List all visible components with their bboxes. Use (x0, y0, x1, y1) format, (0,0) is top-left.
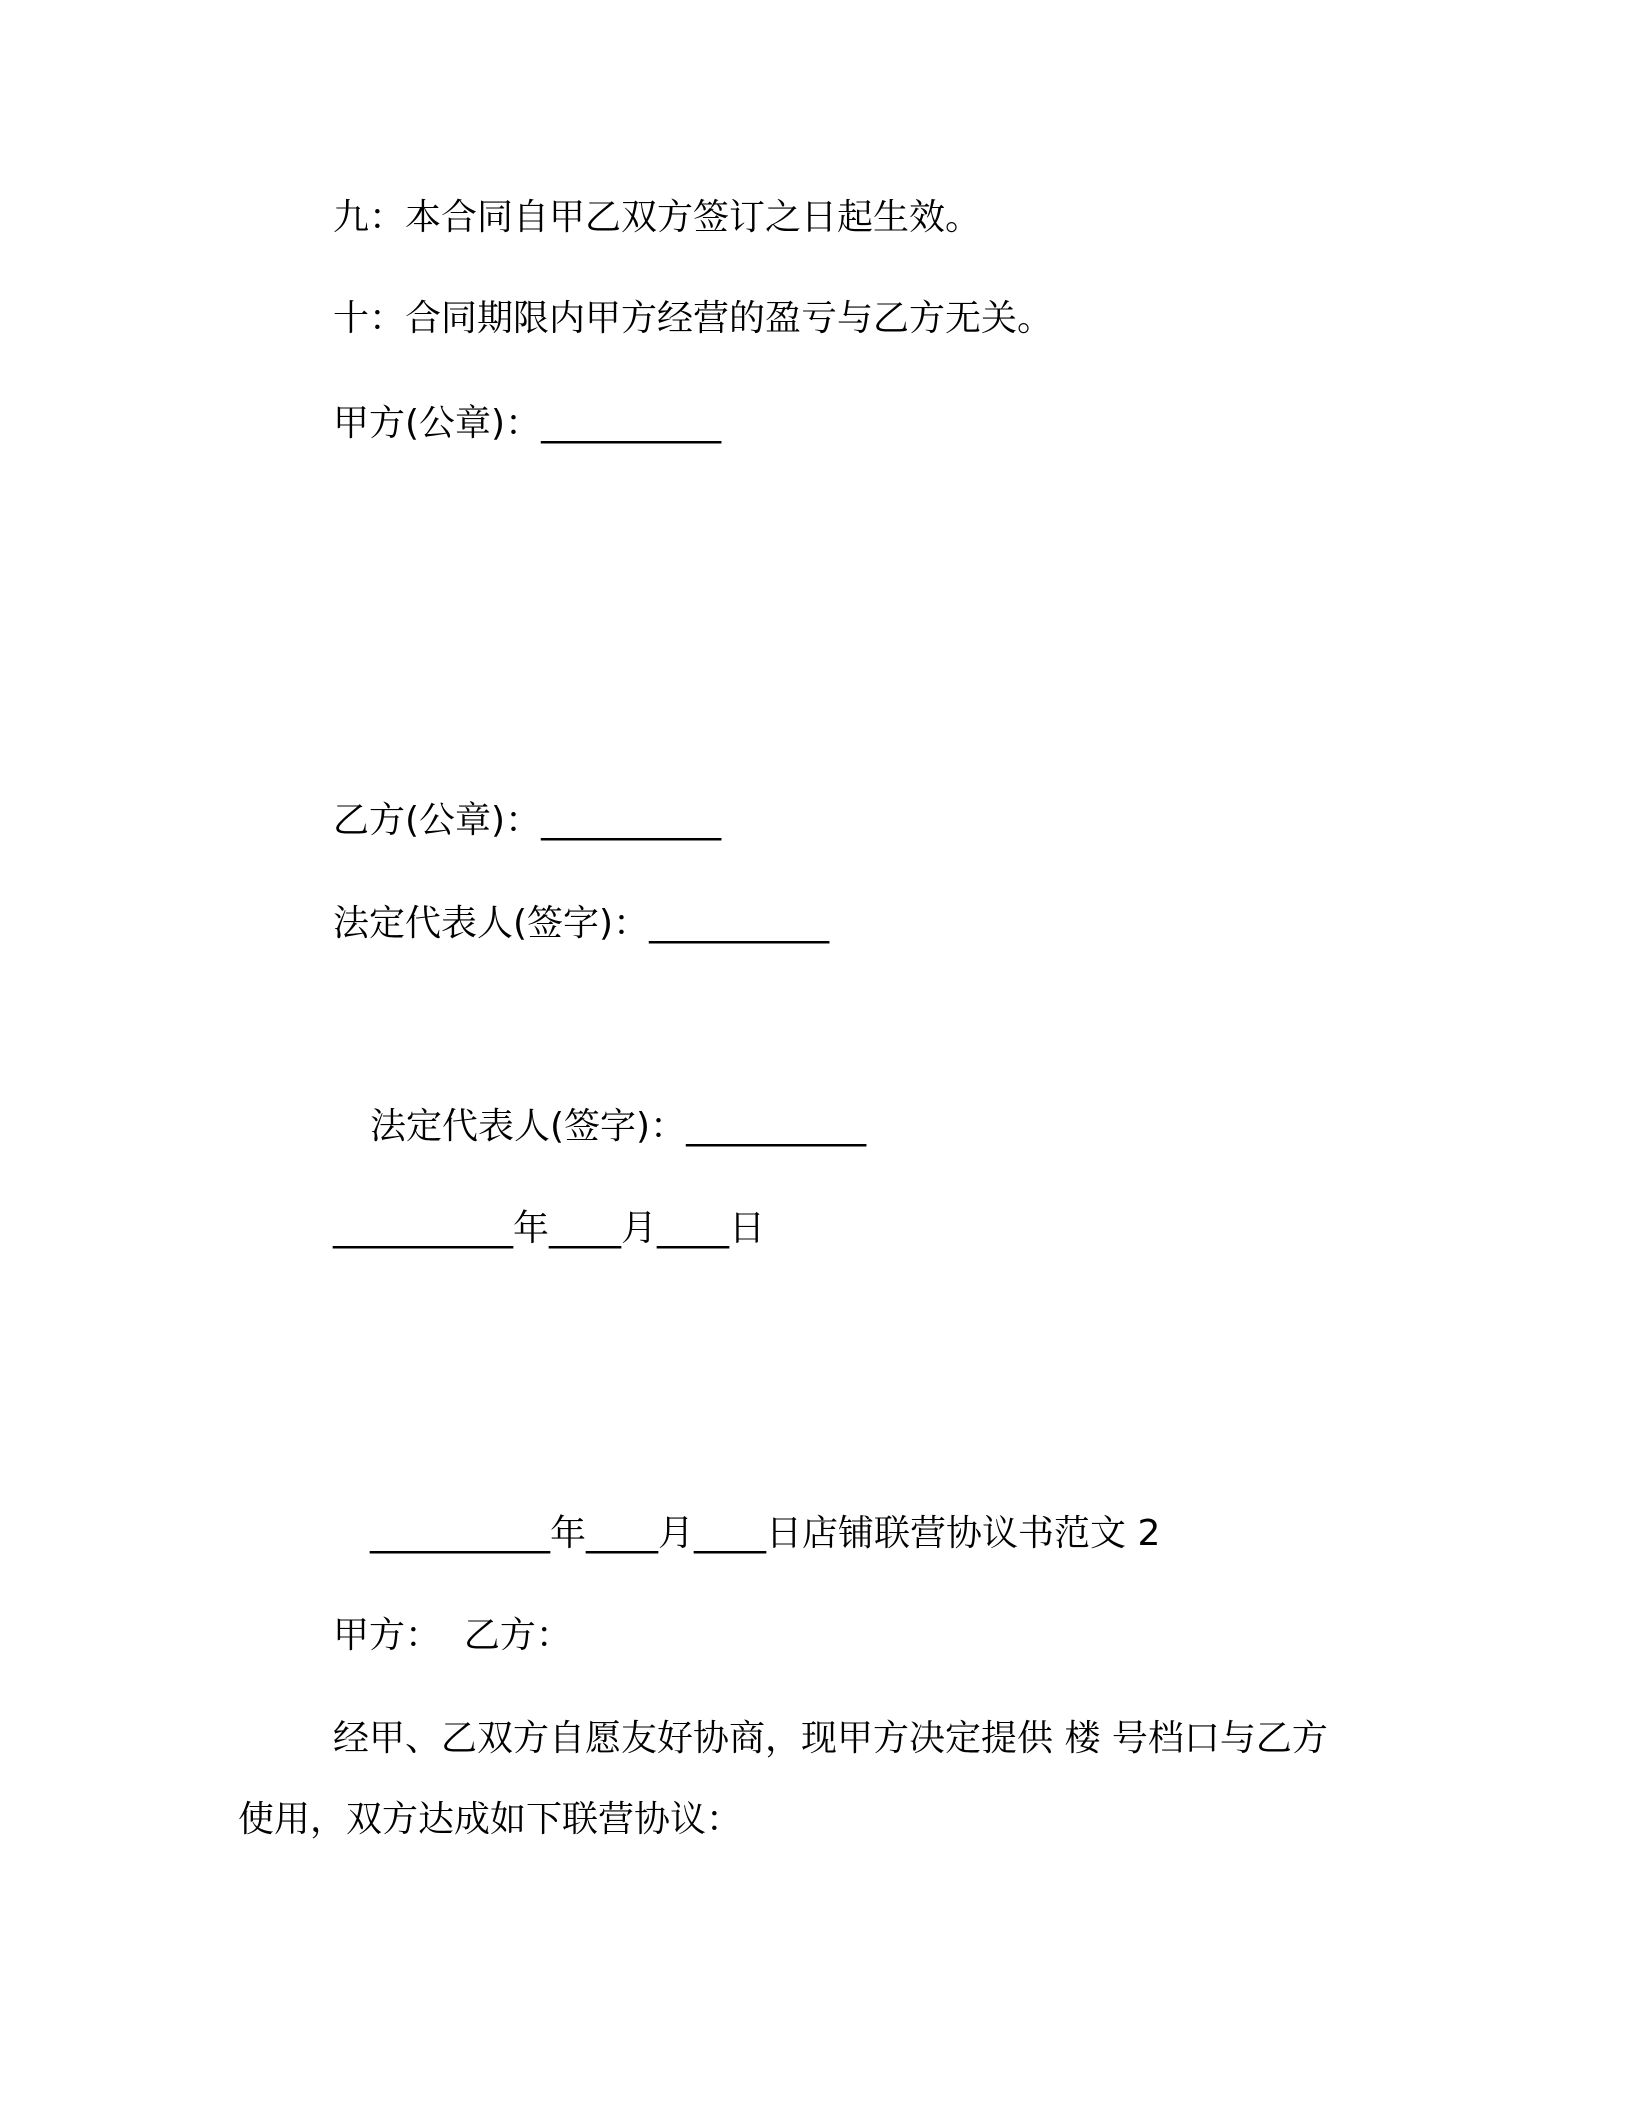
party-a-seal-line: 甲方(公章)：__________ (333, 403, 722, 444)
intro-paragraph-line-1: 经甲、乙双方自愿友好协商，现甲方决定提供 楼 号档口与乙方 (333, 1718, 1328, 1759)
party-b-seal-line: 乙方(公章)：__________ (333, 800, 722, 841)
intro-paragraph-line-2: 使用，双方达成如下联营协议： (238, 1799, 743, 1840)
sample-2-title: __________年____月____日店铺联营协议书范文 2 (370, 1513, 1161, 1554)
legal-representative-line-1: 法定代表人(签字)：__________ (333, 903, 830, 944)
date-line: __________年____月____日 (333, 1208, 765, 1249)
clause-10: 十：合同期限内甲方经营的盈亏与乙方无关。 (333, 298, 1054, 339)
legal-representative-line-2: 法定代表人(签字)：__________ (370, 1106, 867, 1147)
clause-9: 九：本合同自甲乙双方签订之日起生效。 (333, 197, 982, 238)
parties-line: 甲方： 乙方： (333, 1615, 572, 1656)
